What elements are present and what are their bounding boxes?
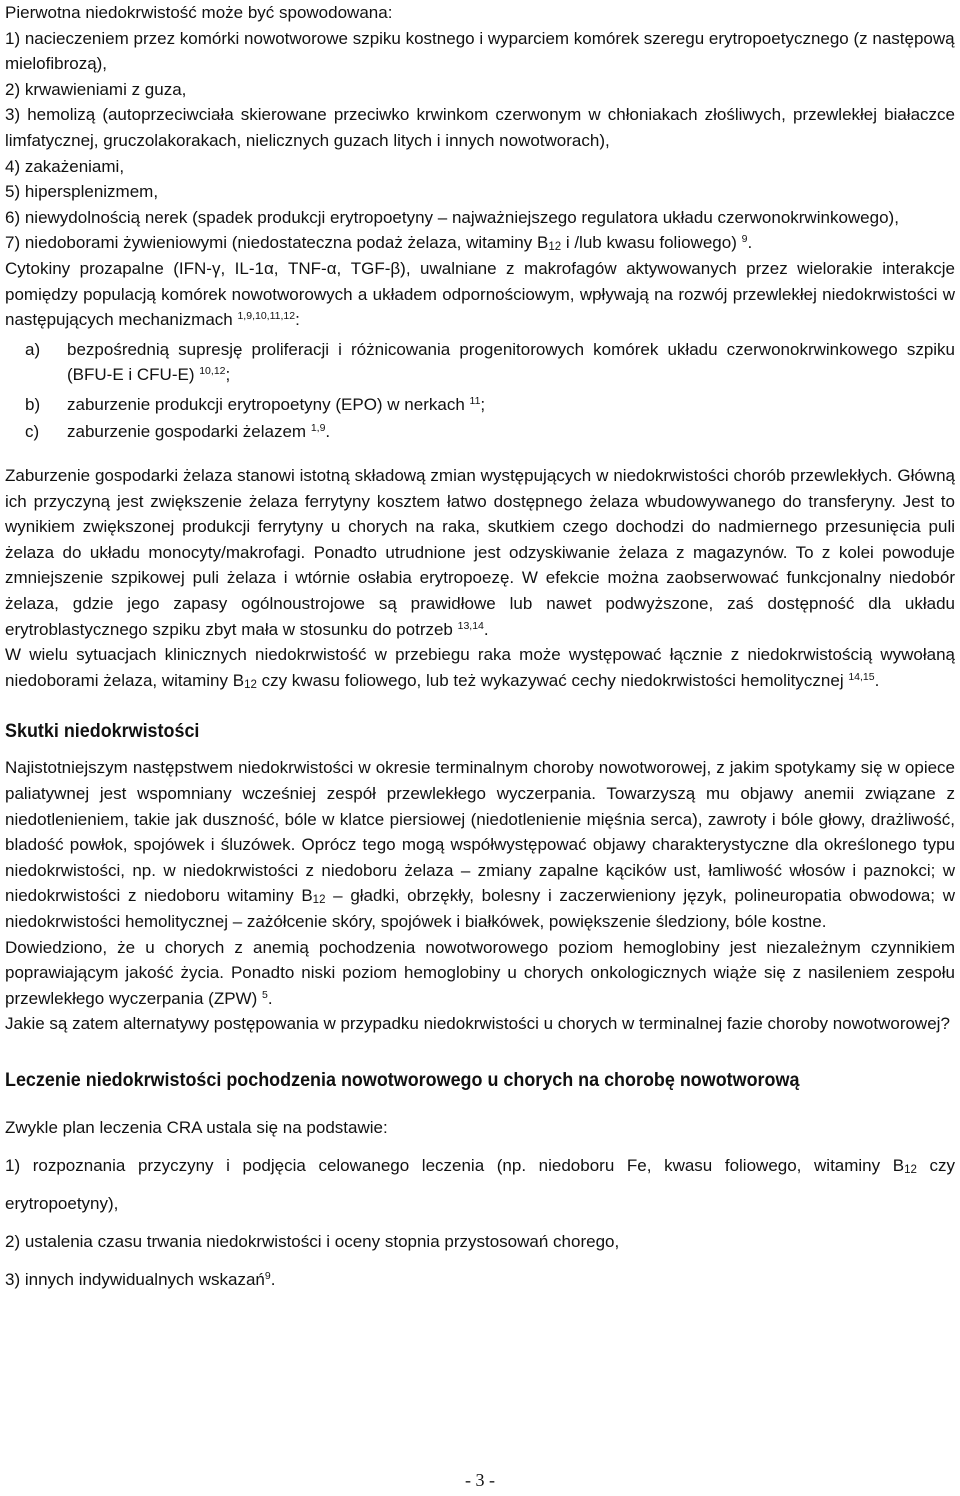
subscript: 12 <box>312 894 326 907</box>
treatment-item-1-text-2: czy erytropoetyny), <box>5 1155 955 1213</box>
treatment-item-3-text: 3) innych indywidualnych wskazań <box>5 1269 265 1289</box>
treatment-item-1-text: 1) rozpoznania przyczyny i podjęcia celowanego leczenia (np. niedoboru Fe, kwasu foliowego, witaminy B <box>5 1155 905 1175</box>
iron-text-2: W wielu sytuacjach klinicznych niedokrwistość w przebiegu raka może występować łącznie z niedokrwistością wywołaną niedoborami żelaza, witaminy B <box>5 645 955 690</box>
cause-item-7-text-2: i /lub kwasu foliowego) <box>561 233 742 253</box>
period: . <box>270 1269 276 1289</box>
semicolon: ; <box>480 394 486 414</box>
subscript: 12 <box>548 241 562 254</box>
treatment-item-3 <box>5 1261 955 1299</box>
citation-ref: 10,12 <box>199 365 226 378</box>
section-heading-effects: Skutki niedokrwistości <box>5 720 200 743</box>
semicolon: ; <box>225 365 231 385</box>
citation-ref: 9 <box>741 233 748 246</box>
mechanism-label-c: c) <box>25 421 40 441</box>
mechanism-text-a <box>67 337 955 388</box>
mechanism-b-body: zaburzenie produkcji erytropoetyny (EPO) w nerkach <box>67 394 470 414</box>
treatment-intro: Zwykle plan leczenia CRA ustala się na podstawie: <box>5 1117 388 1137</box>
citation-ref: 1,9 <box>310 421 326 434</box>
cause-item-1: 1) nacieczeniem przez komórki nowotworowe szpiku kostnego i wyparciem komórek szeregu erytropoetycznego (z następową mielofibrozą), <box>5 28 955 74</box>
effects-text: Najistotniejszym następstwem niedokrwistości w okresie terminalnym choroby nowotworowej, z jakim spotykamy się w opiece paliatywnej jest wspomniany wcześniej zespół przewlekłego wyczerpania. Towarzyszą mu objawy anemii związane z niedotlenieniem, takie jak duszność, bóle w klatce piersiowej (niedotlenienie mięśnia serca), zawroty i bóle głowy, drażliwość, bladość powłok, spojówek i śluzówek. Oprócz tego mogą współwystępować objawy charakterystyczne dla określonego typu niedokrwistości, np. w niedokrwistości z niedoboru żelaza – zmiany zapalne kącików ust, łamliwość włosów i paznokci; w niedokrwistości z niedoboru witaminy B <box>5 758 955 906</box>
period: . <box>874 670 880 690</box>
effects-text-2: – gładki, obrzękły, bolesny i zaczerwieniony język, polineuropatia obwodowa; w niedokrwistości hemolitycznej – zażółcenie skóry, spojówek i białkówek, powiększenie śledziony, bóle kostne. <box>5 886 955 931</box>
period: . <box>325 421 331 441</box>
mechanism-item-b <box>25 392 955 418</box>
treatment-list <box>5 1109 955 1299</box>
cause-item-6: 6) niewydolnością nerek (spadek produkcji erytropoetyny – najważniejszego regulatora układu czerwonokrwinkowego), <box>5 207 899 227</box>
citation-ref: 5 <box>261 988 268 1001</box>
mechanism-c-body: zaburzenie gospodarki żelazem <box>67 421 311 441</box>
document-page <box>5 0 955 1299</box>
period: . <box>747 233 753 253</box>
iron-text-3: czy kwasu foliowego, lub też wykazywać cechy niedokrwistości hemolitycznej <box>256 670 849 690</box>
mechanism-label-a: a) <box>25 339 41 359</box>
cause-item-3: 3) hemolizą (autoprzeciwciała skierowane przeciwko krwinkom czerwonym w chłoniakach złośliwych, przewlekłej białaczce limfatycznej, gruczolakorakach, nielicznych guzach litych i innych nowotworach), <box>5 105 955 150</box>
cytokines-text: Cytokiny prozapalne (IFN-γ, IL-1α, TNF-α, TGF-β), uwalniane z makrofagów aktywowanych przez wielorakie interakcje pomiędzy populacją komórek nowotworowych a układem odpornościowym, wpływają na rozwój przewlekłej niedokrwistości w następujących mechanizmach <box>5 258 955 330</box>
mechanism-item-c <box>25 419 955 445</box>
citation-ref: 1,9,10,11,12 <box>237 310 296 323</box>
mechanism-label-b: b) <box>25 394 41 414</box>
cause-item-7-text: 7) niedoborami żywieniowymi (niedostateczna podaż żelaza, witaminy B <box>5 233 549 253</box>
cause-item-4: 4) zakażeniami, <box>5 156 125 176</box>
cytokines-paragraph <box>5 256 955 333</box>
section-heading-treatment: Leczenie niedokrwistości pochodzenia nowotworowego u chorych na chorobę nowotworową <box>5 1068 800 1091</box>
iron-text: Zaburzenie gospodarki żelaza stanowi istotną składową zmian występujących w niedokrwistości chorób przewlekłych. Główną ich przyczyną jest zwiększenie żelaza ferrytyny kosztem łatwo dostępnego żelaza wbudowywanego do transferyny. Jest to wynikiem zwiększonej produkcji ferrytyny u chorych na raka, skutkiem czego dochodzi do nadmiernego przesunięcia puli żelaza do układu monocyty/makrofagi. Ponadto utrudnione jest odzyskiwanie żelaza z magazynów. To z kolei powoduje zmniejszenie szpikowej puli żelaza i wtórnie osłabia erytropoezę. W efekcie można zaobserwować funkcjonalny niedobór żelaza, gdzie jego zapasy ogólnoustrojowe są prawidłowe lub nawet podwyższone, zaś dostępność dla układu erytroblastycznego szpiku zbyt mała w stosunku do potrzeb <box>5 466 955 639</box>
cause-item-5: 5) hipersplenizmem, <box>5 182 159 202</box>
mechanism-text-c <box>67 419 955 445</box>
citation-ref: 11 <box>469 394 481 407</box>
effects-paragraph-2 <box>5 935 955 1012</box>
citation-ref: 9 <box>264 1269 271 1282</box>
effects-text-3: Dowiedziono, że u chorych z anemią pochodzenia nowotworowego poziom hemoglobiny jest niezależnym czynnikiem poprawiającym jakość życia. Ponadto niski poziom hemoglobiny u chorych onkologicznych wiąże się z nasileniem zespołu przewlekłego wyczerpania (ZPW) <box>5 937 955 1008</box>
subscript: 12 <box>904 1163 917 1176</box>
citation-ref: 13,14 <box>457 619 484 632</box>
mechanism-list <box>5 337 955 444</box>
period: . <box>267 988 273 1008</box>
effects-paragraph-3: Jakie są zatem alternatywy postępowania w przypadku niedokrwistości u chorych w terminalnej fazie choroby nowotworowej? <box>5 1014 950 1034</box>
iron-paragraph-2 <box>5 642 955 693</box>
subscript: 12 <box>244 678 257 691</box>
iron-paragraph <box>5 463 955 642</box>
treatment-item-1 <box>5 1147 955 1223</box>
mechanism-item-a <box>25 337 955 388</box>
mechanism-text-b <box>67 392 955 418</box>
period: . <box>483 619 489 639</box>
cause-item-2: 2) krwawieniami z guza, <box>5 79 187 99</box>
mechanism-a-body: bezpośrednią supresję proliferacji i różnicowania progenitorowych komórek układu czerwonokrwinkowego szpiku (BFU-E i CFU-E) <box>67 339 955 385</box>
page-number: - 3 - <box>465 1470 495 1490</box>
treatment-item-2: 2) ustalenia czasu trwania niedokrwistości i oceny stopnia przystosowań chorego, <box>5 1231 620 1251</box>
colon: : <box>295 310 300 330</box>
citation-ref: 14,15 <box>848 670 875 683</box>
effects-paragraph-1 <box>5 755 955 934</box>
causes-intro: Pierwotna niedokrwistość może być spowodowana: <box>5 3 393 22</box>
cause-item-7 <box>5 230 955 256</box>
causes-list <box>5 0 955 256</box>
